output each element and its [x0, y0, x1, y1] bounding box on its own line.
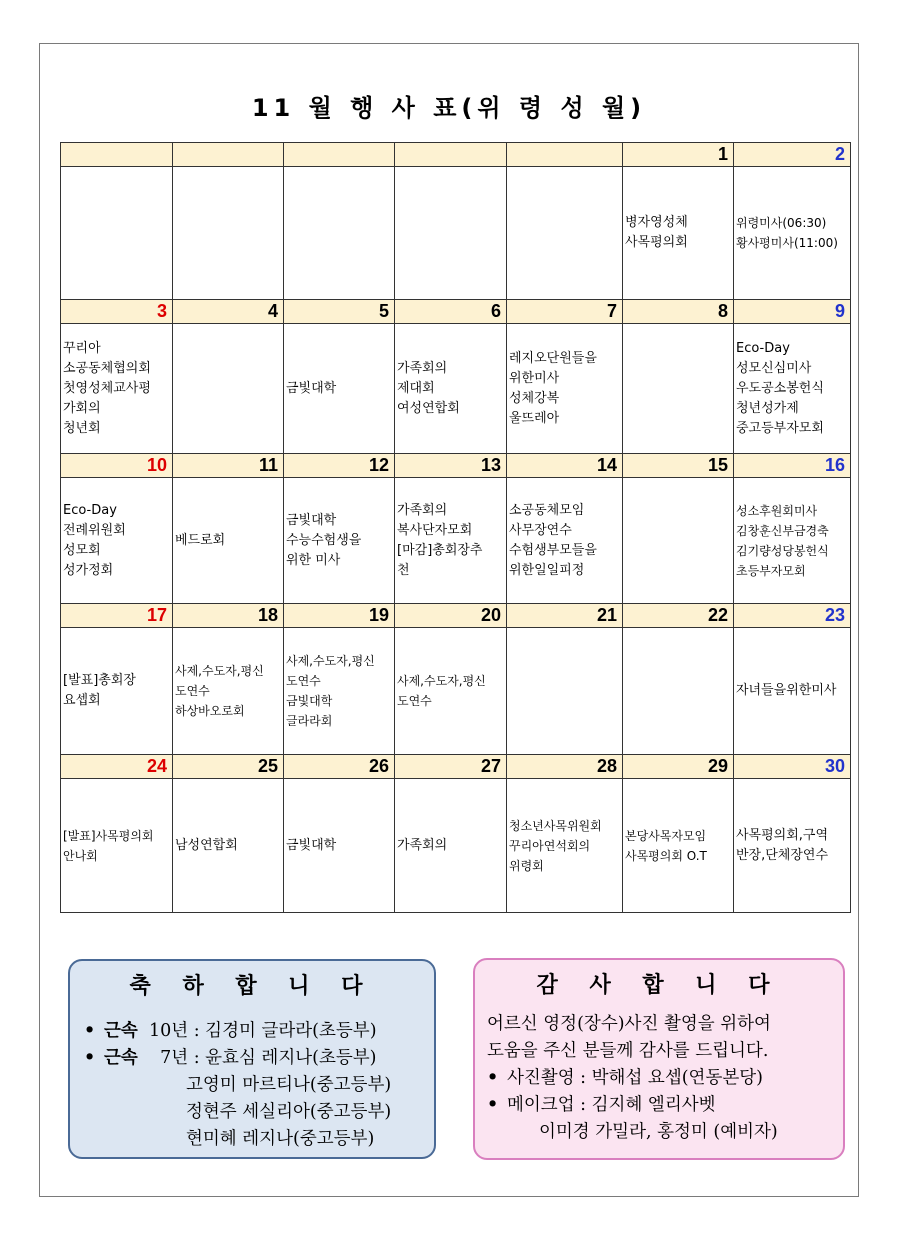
- date-cell: 3: [61, 300, 173, 324]
- event-row: [61, 167, 851, 300]
- event-cell: 가족회의 제대회 여성연합회: [395, 324, 507, 454]
- event-cell: 가족회의 복사단자모회 [마감]총회장추 천: [395, 478, 507, 604]
- page-title: 11 월 행 사 표(위 령 성 월): [251, 94, 647, 122]
- event-cell: 병자영성체 사목평의회: [623, 167, 734, 300]
- thanks-body: [475, 1011, 843, 1146]
- event-cell: 가족회의: [395, 779, 507, 913]
- date-cell: 29: [623, 755, 734, 779]
- event-cell: [623, 324, 734, 454]
- bullet-icon: •: [84, 1021, 96, 1041]
- event-cell: 성소후원회미사 김창훈신부금경축 김기량성당봉헌식 초등부자모회: [734, 478, 851, 604]
- thanks-item-text: 메이크업 : 김지혜 엘리사벳: [507, 1095, 716, 1115]
- thanks-item: [487, 1065, 843, 1092]
- date-cell: [61, 143, 173, 167]
- event-cell: [623, 628, 734, 755]
- calendar-table: [60, 142, 851, 913]
- congrats-row: [84, 1018, 434, 1045]
- date-cell: 20: [395, 604, 507, 628]
- date-row: [61, 755, 851, 779]
- date-cell: 24: [61, 755, 173, 779]
- event-row: [61, 478, 851, 604]
- event-cell: [173, 167, 284, 300]
- date-cell: 6: [395, 300, 507, 324]
- event-cell: [발표]총회장 요셉회: [61, 628, 173, 755]
- event-cell: [284, 167, 395, 300]
- date-cell: 22: [623, 604, 734, 628]
- event-cell: 금빛대학: [284, 324, 395, 454]
- thanks-item-continuation: 이미경 가밀라, 홍정미 (예비자): [539, 1122, 778, 1142]
- congrats-title: 축 하 합 니 다: [129, 974, 375, 999]
- event-cell: Eco-Day 성모신심미사 우도공소봉헌식 청년성가제 중고등부자모회: [734, 324, 851, 454]
- event-cell: 금빛대학: [284, 779, 395, 913]
- date-cell: 21: [507, 604, 623, 628]
- date-cell: 2: [734, 143, 851, 167]
- date-cell: 10: [61, 454, 173, 478]
- congrats-list: [70, 1018, 434, 1153]
- thanks-title: 감 사 합 니 다: [536, 973, 782, 998]
- date-cell: 8: [623, 300, 734, 324]
- date-cell: 23: [734, 604, 851, 628]
- congrats-extra-row: 고영미 마르티나(중고등부): [186, 1075, 392, 1095]
- date-cell: 26: [284, 755, 395, 779]
- event-row: [61, 628, 851, 755]
- date-cell: 9: [734, 300, 851, 324]
- event-cell: [507, 167, 623, 300]
- congrats-extra-row: 현미혜 레지나(중고등부): [186, 1129, 375, 1149]
- date-cell: [173, 143, 284, 167]
- thanks-box: [473, 958, 845, 1160]
- congrats-extra-row: 정현주 세실리아(중고등부): [186, 1102, 392, 1122]
- date-cell: 27: [395, 755, 507, 779]
- date-cell: 5: [284, 300, 395, 324]
- event-cell: [395, 167, 507, 300]
- event-cell: 사제,수도자,평신 도연수: [395, 628, 507, 755]
- event-cell: [발표]사목평의회 안나회: [61, 779, 173, 913]
- date-cell: 19: [284, 604, 395, 628]
- event-cell: 자녀들을위한미사: [734, 628, 851, 755]
- event-cell: [173, 324, 284, 454]
- thanks-item-text: 사진촬영 : 박해섭 요셉(연동본당): [507, 1068, 764, 1088]
- event-cell: 사목평의회,구역 반장,단체장연수: [734, 779, 851, 913]
- event-row: [61, 779, 851, 913]
- date-cell: 11: [173, 454, 284, 478]
- bullet-icon: •: [487, 1095, 499, 1115]
- date-cell: 25: [173, 755, 284, 779]
- thanks-intro-line: 어르신 영정(장수)사진 촬영을 위하여: [487, 1014, 771, 1034]
- date-cell: 28: [507, 755, 623, 779]
- event-cell: 금빛대학 수능수험생을 위한 미사: [284, 478, 395, 604]
- congrats-label: 근속: [104, 1021, 138, 1041]
- event-cell: [623, 478, 734, 604]
- congrats-years: 10년: [148, 1021, 189, 1041]
- congrats-text: : 김경미 글라라(초등부): [188, 1021, 377, 1041]
- bullet-icon: •: [487, 1068, 499, 1088]
- date-cell: 30: [734, 755, 851, 779]
- date-row: [61, 143, 851, 167]
- date-cell: 14: [507, 454, 623, 478]
- date-row: [61, 300, 851, 324]
- event-cell: 소공동체모임 사무장연수 수험생부모들을 위한일일피정: [507, 478, 623, 604]
- date-cell: [507, 143, 623, 167]
- congrats-row: [84, 1045, 434, 1072]
- date-cell: 17: [61, 604, 173, 628]
- event-cell: 꾸리아 소공동체협의회 첫영성체교사평 가회의 청년회: [61, 324, 173, 454]
- date-cell: 13: [395, 454, 507, 478]
- event-cell: Eco-Day 전례위원회 성모회 성가정회: [61, 478, 173, 604]
- event-cell: [507, 628, 623, 755]
- date-cell: 12: [284, 454, 395, 478]
- congrats-text: : 윤효심 레지나(초등부): [188, 1048, 377, 1068]
- date-cell: 7: [507, 300, 623, 324]
- date-cell: [284, 143, 395, 167]
- event-cell: 본당사목자모임 사목평의회 O.T: [623, 779, 734, 913]
- congrats-years: 7년: [160, 1048, 189, 1068]
- date-cell: [395, 143, 507, 167]
- thanks-item: [487, 1092, 843, 1119]
- congrats-label: 근속: [104, 1048, 138, 1068]
- date-row: [61, 604, 851, 628]
- date-cell: 18: [173, 604, 284, 628]
- event-cell: 남성연합회: [173, 779, 284, 913]
- event-cell: 베드로회: [173, 478, 284, 604]
- congrats-box: [68, 959, 436, 1159]
- date-cell: 1: [623, 143, 734, 167]
- date-cell: 16: [734, 454, 851, 478]
- event-cell: 사제,수도자,평신 도연수 금빛대학 글라라회: [284, 628, 395, 755]
- event-cell: [61, 167, 173, 300]
- event-cell: 사제,수도자,평신 도연수 하상바오로회: [173, 628, 284, 755]
- event-cell: 청소년사목위원회 꾸리아연석회의 위령회: [507, 779, 623, 913]
- thanks-intro-line: 도움을 주신 분들께 감사를 드립니다.: [487, 1041, 769, 1061]
- event-cell: 레지오단원들을 위한미사 성체강복 울뜨레아: [507, 324, 623, 454]
- event-row: [61, 324, 851, 454]
- date-cell: 15: [623, 454, 734, 478]
- event-cell: 위령미사(06:30) 황사평미사(11:00): [734, 167, 851, 300]
- date-row: [61, 454, 851, 478]
- date-cell: 4: [173, 300, 284, 324]
- bullet-icon: •: [84, 1048, 96, 1068]
